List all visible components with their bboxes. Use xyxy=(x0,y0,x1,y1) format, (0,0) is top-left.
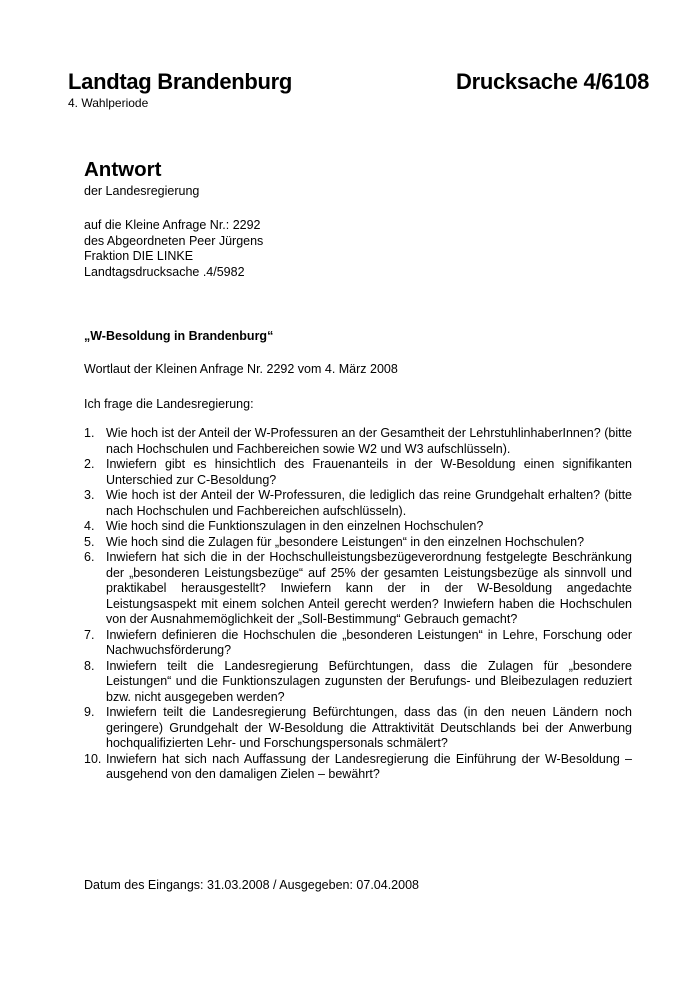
question-item xyxy=(84,426,632,457)
question-item xyxy=(84,659,632,706)
question-text: Inwiefern definieren die Hochschulen die „besonderen Leistungen“ in Lehre, Forschung oder Nachwuchsförderung? xyxy=(106,627,632,657)
reference-line: Fraktion DIE LINKE xyxy=(84,249,194,263)
reference-line: auf die Kleine Anfrage Nr.: 2292 xyxy=(84,218,261,232)
parliament-title: Landtag Brandenburg xyxy=(68,69,293,94)
receipt-date: Datum des Eingangs: 31.03.2008 / Ausgegeben: 07.04.2008 xyxy=(84,878,419,892)
reference-line: des Abgeordneten Peer Jürgens xyxy=(84,233,264,248)
question-text: Wie hoch sind die Funktionszulagen in den einzelnen Hochschulen? xyxy=(106,519,484,533)
question-text: Inwiefern gibt es hinsichtlich des Frauenanteils in der W-Besoldung einen signifikanten Unterschied zur C-Besoldung? xyxy=(106,457,632,487)
intro-text: Ich frage die Landesregierung: xyxy=(84,397,254,411)
question-text: Wie hoch sind die Zulagen für „besondere Leistungen“ in den einzelnen Hochschulen? xyxy=(106,534,585,549)
question-item xyxy=(84,705,632,752)
question-number: 7. xyxy=(84,627,95,642)
question-number: 8. xyxy=(84,658,95,673)
reference-block xyxy=(84,218,263,280)
subject-title: „W-Besoldung in Brandenburg“ xyxy=(84,329,274,343)
question-item xyxy=(84,519,632,535)
question-number: 5. xyxy=(84,534,95,549)
document-subtitle: der Landesregierung xyxy=(84,184,200,198)
drucksache-number: Drucksache 4/6108 xyxy=(456,69,650,94)
question-number: 1. xyxy=(84,426,95,440)
question-item xyxy=(84,628,632,659)
question-text: Wie hoch ist der Anteil der W-Professuren an der Gesamtheit der LehrstuhlinhaberInnen? (bitte nach Hochschulen und Fachbereichen sowie W2 und W3 aufschlüsseln). xyxy=(106,426,632,456)
inquiry-wording: Wortlaut der Kleinen Anfrage Nr. 2292 vom 4. März 2008 xyxy=(84,362,398,376)
question-item xyxy=(84,457,632,488)
question-number: 10. xyxy=(84,751,102,766)
question-item xyxy=(84,535,632,551)
question-number: 3. xyxy=(84,488,95,502)
question-list xyxy=(84,426,632,783)
question-item xyxy=(84,488,632,519)
question-text: Inwiefern teilt die Landesregierung Befürchtungen, dass die Zulagen für „besondere Leistungen“ und die Funktionszulagen zugunsten der Berufungs- und Bleibezulagen reduziert bzw. nicht ausgegeben werden? xyxy=(106,658,632,704)
question-number: 2. xyxy=(84,457,95,471)
question-text: Wie hoch ist der Anteil der W-Professuren, die lediglich das reine Grundgehalt erhalten? (bitte nach Hochschulen und Fachbereichen aufschlüsseln). xyxy=(106,488,632,518)
document-type-title: Antwort xyxy=(84,158,162,181)
question-item xyxy=(84,550,632,628)
question-number: 4. xyxy=(84,519,95,533)
question-item xyxy=(84,752,632,783)
reference-line: Landtagsdrucksache .4/5982 xyxy=(84,264,245,279)
question-text: Inwiefern teilt die Landesregierung Befürchtungen, dass das (in den neuen Ländern noch geringere) Grundgehalt der W-Besoldung die Attraktivität Deutschlands bei der Anwerbung hochqualifizierten Lehr- und Forschungspersonals schmälert? xyxy=(106,705,632,750)
question-text: Inwiefern hat sich nach Auffassung der Landesregierung die Einführung der W-Besoldung – ausgehend von den damaligen Zielen – bewährt? xyxy=(106,751,632,781)
legislative-period: 4. Wahlperiode xyxy=(68,96,149,110)
question-number: 9. xyxy=(84,705,95,719)
question-number: 6. xyxy=(84,550,95,564)
question-text: Inwiefern hat sich die in der Hochschulleistungsbezügeverordnung festgelegte Beschränkung der „besonderen Leistungsbezüge“ auf 25% der gesamten Leistungsbezüge als sinnvoll und praktikabel herausgestellt? Inwiefern kann der in der W-Besoldung angedachte Leistungsaspekt mit einem solchen Anteil gerecht werden? Inwiefern haben die Hochschulen von der Ausnahmemöglichkeit der „Soll-Bestimmung“ Gebrauch gemacht? xyxy=(106,550,632,626)
